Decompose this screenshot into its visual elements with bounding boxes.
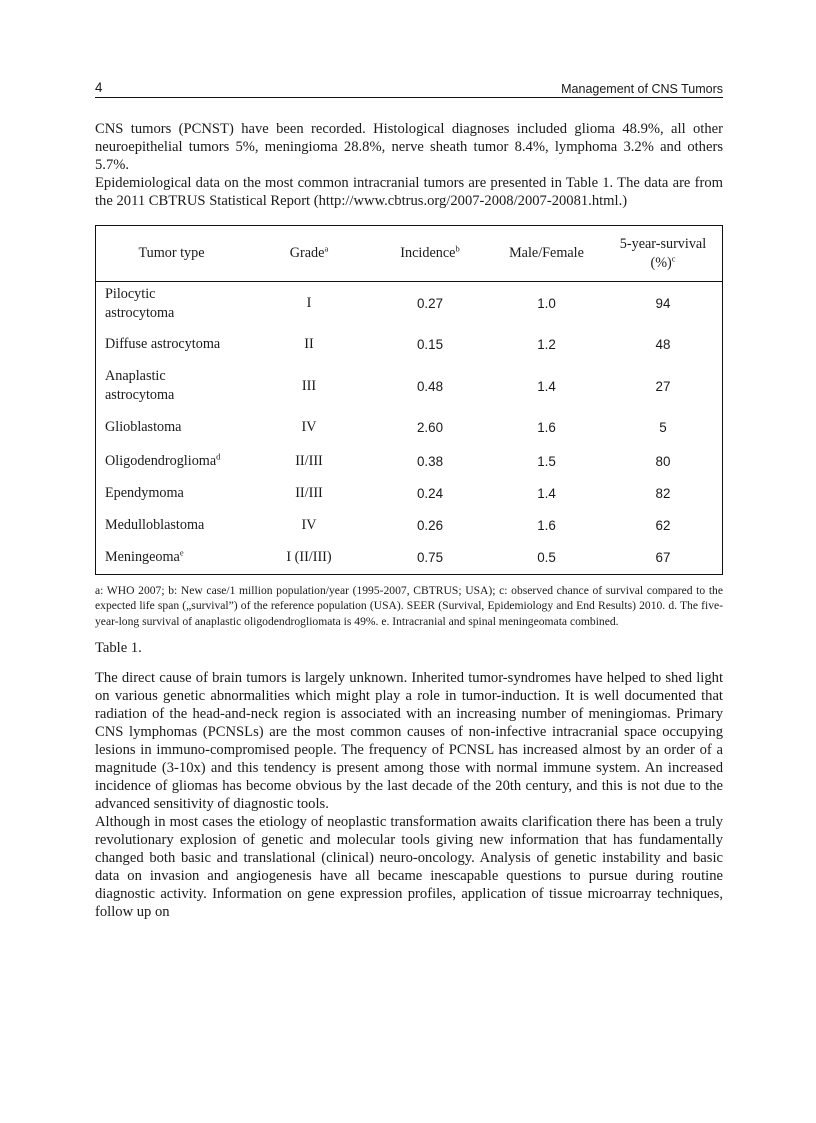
cell-tumor-type: Pilocytic astrocytoma: [105, 285, 175, 321]
cell-incidence: 0.75: [416, 550, 444, 565]
table-row: [96, 478, 722, 510]
cell-grade: II: [304, 336, 314, 352]
cell-tumor-type: Medulloblastoma: [105, 517, 205, 533]
cell-incidence: 0.15: [416, 337, 444, 352]
page: [95, 78, 723, 921]
table-row: [96, 510, 722, 542]
cell-grade: IV: [301, 418, 317, 435]
cell-incidence: 0.26: [416, 518, 444, 533]
cell-male-female: 1.6: [537, 419, 556, 435]
cell-tumor-type: Meningeoma$^e$: [105, 547, 184, 565]
cell-survival: 48: [655, 337, 671, 352]
cell-survival: 82: [655, 486, 671, 501]
tumor-table: [95, 225, 723, 575]
cell-grade: II/III: [295, 453, 323, 469]
cell-survival: 94: [655, 296, 671, 312]
cell-grade: I: [306, 295, 312, 312]
causes-paragraph: The direct cause of brain tumors is largely unknown. Inherited tumor-syndromes have helped to shed light on various genetic abnormalities which might play a role in tumor-induction. It is well documented that radiation of the head-and-neck region is associated with an increasing number of meningiomas. Primary CNS lymphomas (PCNSLs) are the most common causes of non-infective intracranial space occupying lesions in immuno-compromised people. The frequency of PCNSL has increased almost by an order of a magnitude (3-10x) and this tendency is present among those with normal immune system. An increased incidence of gliomas has become obvious by the last decade of the 20th century, and this is not due to the advanced sensitivity of diagnostic tools.: [95, 670, 723, 812]
page-number: 4: [95, 80, 103, 95]
cell-survival: 5: [659, 419, 667, 435]
intro-paragraph: CNS tumors (PCNST) have been recorded. Histological diagnoses included glioma 48.9%, all other neuroepithelial tumors 5%, meningioma 28.8%, nerve sheath tumor 8.4%, lymphoma 3.2% and others 5.7%.: [95, 121, 723, 173]
table-row: [96, 409, 722, 446]
cell-incidence: 0.38: [416, 454, 444, 469]
col-header-male-female: Male/Female: [489, 226, 604, 282]
cell-male-female: 1.2: [537, 337, 556, 352]
cell-tumor-type: Diffuse astrocytoma: [105, 336, 221, 352]
cell-male-female: 1.6: [537, 518, 556, 533]
cell-survival: 80: [655, 454, 671, 469]
cell-grade: III: [301, 377, 317, 394]
col-header-grade: Grade$^a$: [247, 226, 371, 282]
cell-male-female: 0.5: [537, 550, 556, 565]
cell-incidence: 0.24: [416, 486, 444, 501]
cell-tumor-type: Oligodendroglioma$^d$: [105, 451, 221, 469]
col-header-tumor-type: Tumor type: [96, 226, 247, 282]
table-row: [96, 446, 722, 478]
cell-tumor-type: Glioblastoma: [105, 418, 182, 435]
cell-male-female: 1.4: [537, 486, 556, 501]
cell-tumor-type: Anaplastic astrocytoma: [105, 368, 175, 403]
table-intro-paragraph: Epidemiological data on the most common intracranial tumors are presented in Table 1. The data are from the 2011 CBTRUS Statistical Report (http://www.cbtrus.org/2007-2008/2007-20081.html.): [95, 175, 723, 209]
table-header-row: [96, 226, 722, 282]
col-header-survival: 5-year-survival (%)$^c$: [604, 226, 722, 282]
table-row: [96, 364, 722, 409]
cell-grade: II/III: [295, 485, 323, 501]
cell-survival: 67: [655, 550, 671, 565]
cell-survival: 62: [655, 518, 671, 533]
table-row: [96, 282, 722, 326]
cell-male-female: 1.4: [537, 378, 556, 394]
etiology-paragraph: Although in most cases the etiology of neoplastic transformation awaits clarification there has been a truly revolutionary explosion of genetic and molecular tools giving new information that has fundamentally changed both basic and translational (clinical) neuro-oncology. Analysis of genetic instability and basic data on invasion and angiogenesis have all became inescapable questions to pursue during routine diagnostic activity. Information on gene expression profiles, application of tissue microarray techniques, follow up on: [95, 814, 723, 920]
cell-grade: I (II/III): [286, 549, 332, 565]
cell-incidence: 0.27: [416, 296, 444, 312]
running-title: Management of CNS Tumors: [561, 82, 723, 96]
table-row: [96, 542, 722, 574]
table-caption: Table 1.: [95, 640, 142, 656]
table-footnotes: a: WHO 2007; b: New case/1 million population/year (1995-2007, CBTRUS; USA); c: observed chance of survival compared to the expected life span („survival”) of the reference population (USA). SEER (Survival, Epidemiology and End Results) 2010. d. The five-year-long survival of anaplastic oligodendrogliomata is 49%. e. Intracranial and spinal meningeomata combined.: [95, 583, 723, 628]
table-row: [96, 326, 722, 364]
cell-incidence: 0.48: [416, 378, 444, 394]
cell-grade: IV: [301, 517, 317, 533]
cell-male-female: 1.0: [537, 296, 556, 312]
cell-tumor-type: Ependymoma: [105, 485, 184, 501]
col-header-incidence: Incidence$^b$: [371, 226, 489, 282]
cell-incidence: 2.60: [416, 419, 444, 435]
running-header: [95, 78, 723, 98]
cell-survival: 27: [655, 378, 671, 394]
cell-male-female: 1.5: [537, 454, 556, 469]
